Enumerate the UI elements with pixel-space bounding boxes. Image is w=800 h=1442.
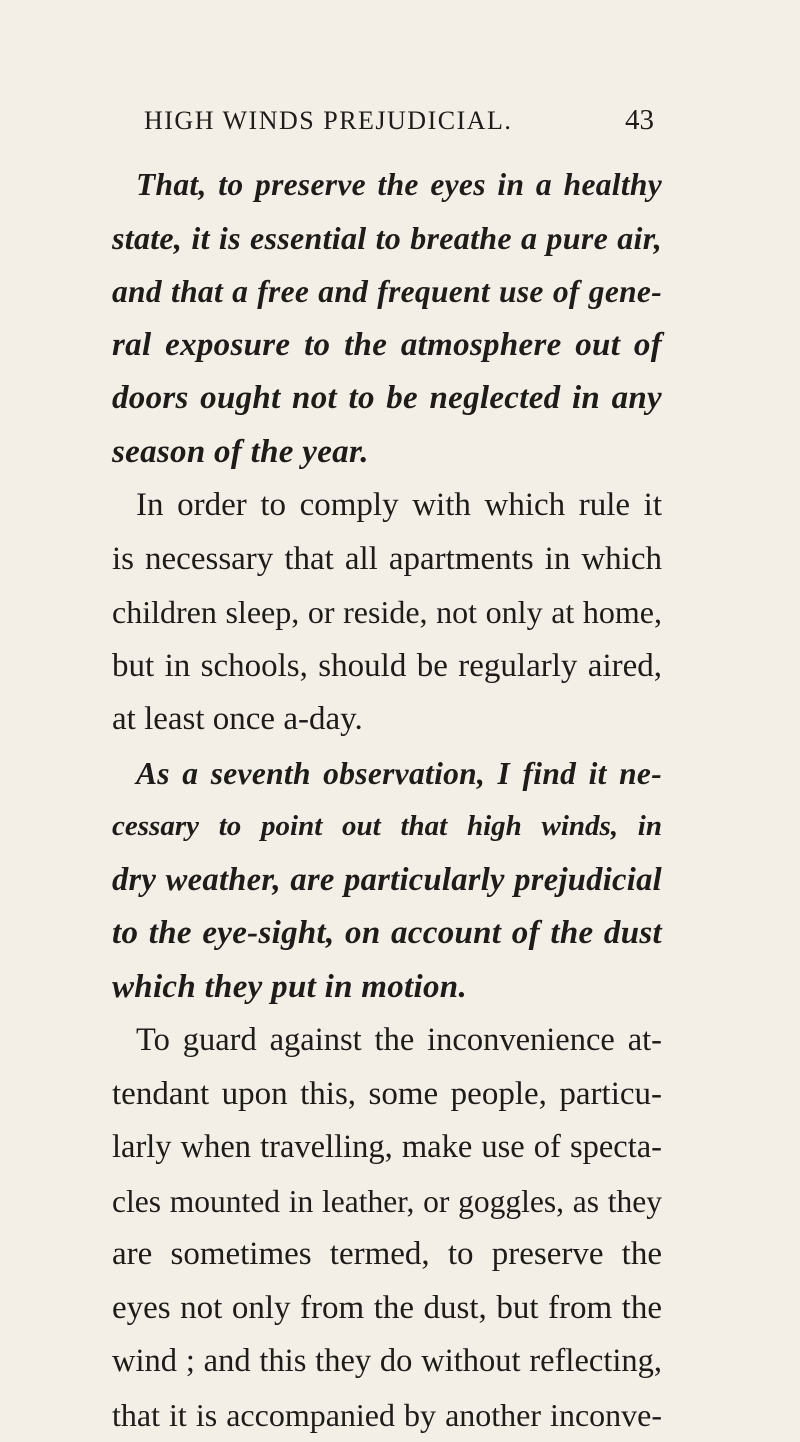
text-line: are sometimes termed, to preserve the: [112, 1228, 662, 1282]
text-line: cessary to point out that high winds, in: [112, 800, 662, 854]
text-line: As a seventh observation, I find it ne-: [112, 747, 662, 801]
text-line: is necessary that all apartments in which: [112, 533, 662, 587]
text-line: wind ; and this they do without reflecting,: [112, 1335, 662, 1389]
text-line: but in schools, should be regularly aired,: [112, 640, 662, 694]
text-line: ral exposure to the atmosphere out of: [112, 319, 662, 373]
text-line: to the eye-sight, on account of the dust: [112, 907, 662, 961]
running-head: HIGH WINDS PREJUDICIAL.: [144, 106, 512, 136]
text-line: that it is accompanied by another inconve-: [112, 1389, 662, 1442]
text-line: tendant upon this, some people, particu-: [112, 1068, 662, 1122]
text-line: That, to preserve the eyes in a healthy: [112, 158, 662, 212]
page-number: 43: [625, 104, 654, 137]
body-text: [112, 158, 662, 1442]
text-line: In order to comply with which rule it: [112, 479, 662, 533]
page-header: [144, 106, 654, 146]
text-line: at least once a-day.: [112, 693, 662, 747]
text-line: dry weather, are particularly prejudicial: [112, 854, 662, 908]
text-line: and that a free and frequent use of gene-: [112, 265, 662, 319]
text-line: state, it is essential to breathe a pure air,: [112, 212, 662, 266]
text-line: cles mounted in leather, or goggles, as they: [112, 1175, 662, 1229]
text-line: larly when travelling, make use of specta-: [112, 1121, 662, 1175]
text-line: which they put in motion.: [112, 961, 662, 1015]
text-line: To guard against the inconvenience at-: [112, 1014, 662, 1068]
text-line: season of the year.: [112, 426, 662, 480]
text-line: children sleep, or reside, not only at home,: [112, 586, 662, 640]
text-line: doors ought not to be neglected in any: [112, 372, 662, 426]
text-line: eyes not only from the dust, but from the: [112, 1282, 662, 1336]
